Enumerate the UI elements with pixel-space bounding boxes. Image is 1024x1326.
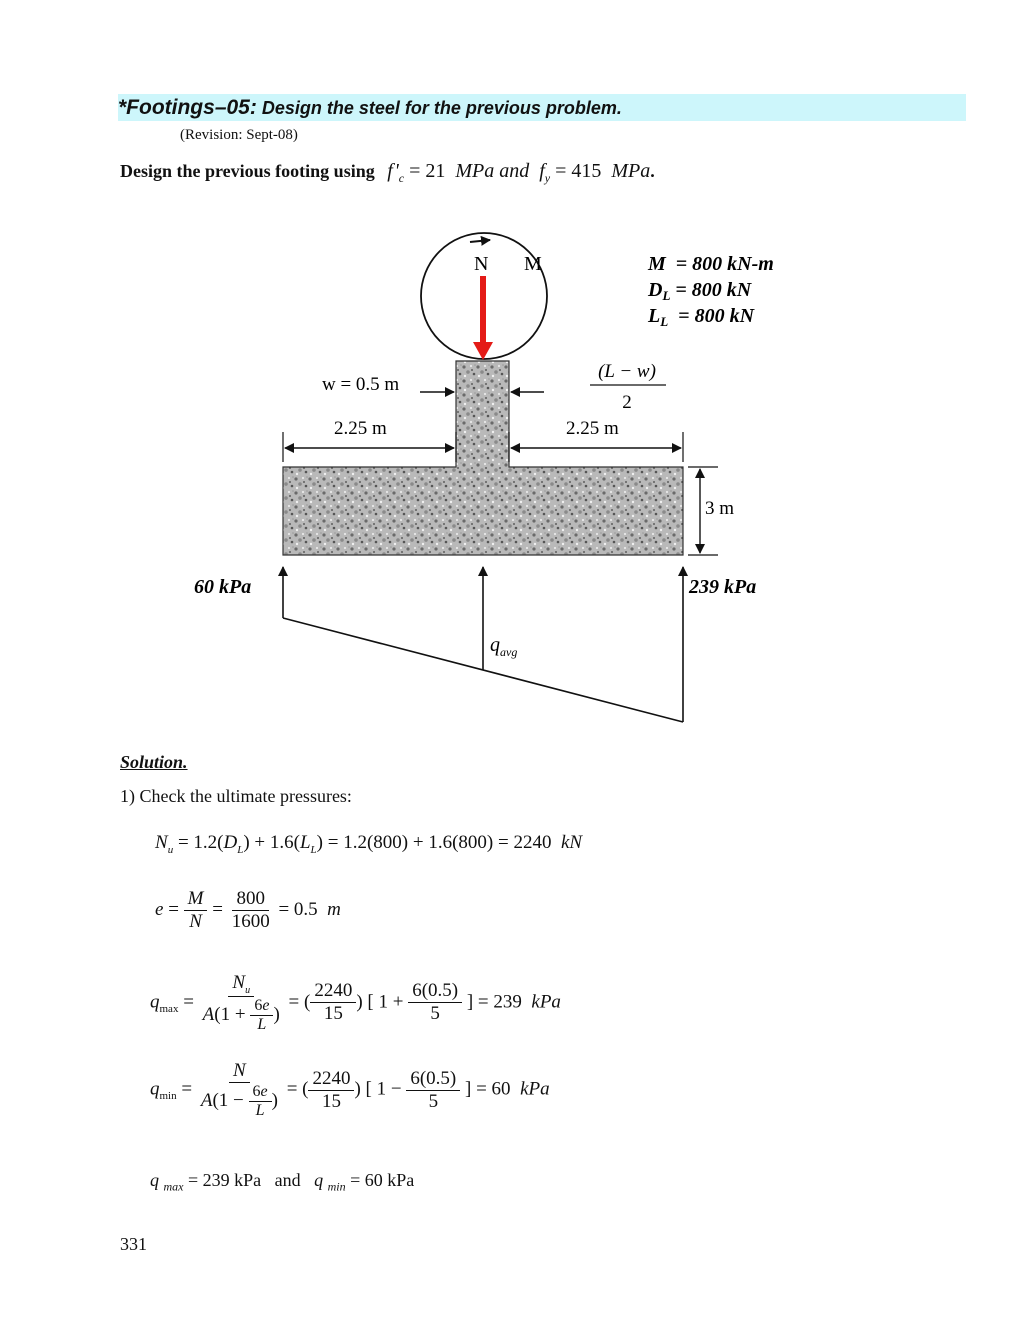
step-1: 1) Check the ultimate pressures: <box>120 786 352 806</box>
left-pressure-label: 60 kPa <box>194 576 252 598</box>
title-prefix: *Footings–05: <box>118 96 257 119</box>
equation-qmin: $q_{min}$ = N A(1 − $\frac{6e}{L}$ ) = ( $\frac{2240}{15}$ ) [ 1 − $\frac{6(0.5)}{5}$ ] = 60 kPa <box>150 1060 550 1119</box>
revision-note: (Revision: Sept-08) <box>180 127 298 143</box>
left-overhang-label: 2.25 m <box>334 418 387 439</box>
right-overhang-label: 2.25 m <box>566 418 619 439</box>
title-text: Design the steel for the previous problem. <box>256 98 622 118</box>
overhang-formula-denominator: 2 <box>622 392 632 413</box>
equation-e: e = $\frac{M}{N}$ = $\frac{800}{1600}$ = 0.5 m <box>155 888 341 932</box>
load-arrow-icon <box>473 342 493 360</box>
right-pressure-label: 239 kPa <box>689 576 757 598</box>
material-equation: f '$_c = 21$ MPa and $f_y = 415$ MPa <box>387 160 651 185</box>
label-n: N <box>474 253 489 275</box>
intro-text: Design the previous footing using <box>120 161 375 181</box>
overhang-formula-numerator: (L − w) <box>598 361 656 382</box>
equation-nu: $N_u = 1.2(D_L) + 1.6(L_L) = 1.2(800) + 1.6(800) = 2240$ kN <box>155 832 583 856</box>
equation-qmax: $q_{max}$ = $N_u$ A(1 + $\frac{6e}{L}$ ) = ( $\frac{2240}{15}$ ) [ 1 + $\frac{6(0.5)}{5}$ ] = 239 kPa <box>150 972 561 1033</box>
pressure-summary: q $_{max}$ = 239 kPa and q $_{min}$ = 60 kPa <box>150 1170 415 1194</box>
dead-load-value: $D_L = 800$ kN <box>648 279 752 303</box>
depth-label: 3 m <box>705 498 735 519</box>
label-m: M <box>524 253 542 275</box>
intro-period: . <box>650 161 655 181</box>
page-number: 331 <box>120 1234 147 1254</box>
q-avg-label: $q_{avg}$ <box>490 634 518 659</box>
moment-value: M = 800 kN-m <box>648 253 774 275</box>
moment-arrow-icon <box>470 240 490 242</box>
live-load-value: $L_L = 800$ kN <box>648 305 755 329</box>
column-width-label: w = 0.5 m <box>322 374 400 395</box>
solution-heading: Solution. <box>120 752 188 772</box>
